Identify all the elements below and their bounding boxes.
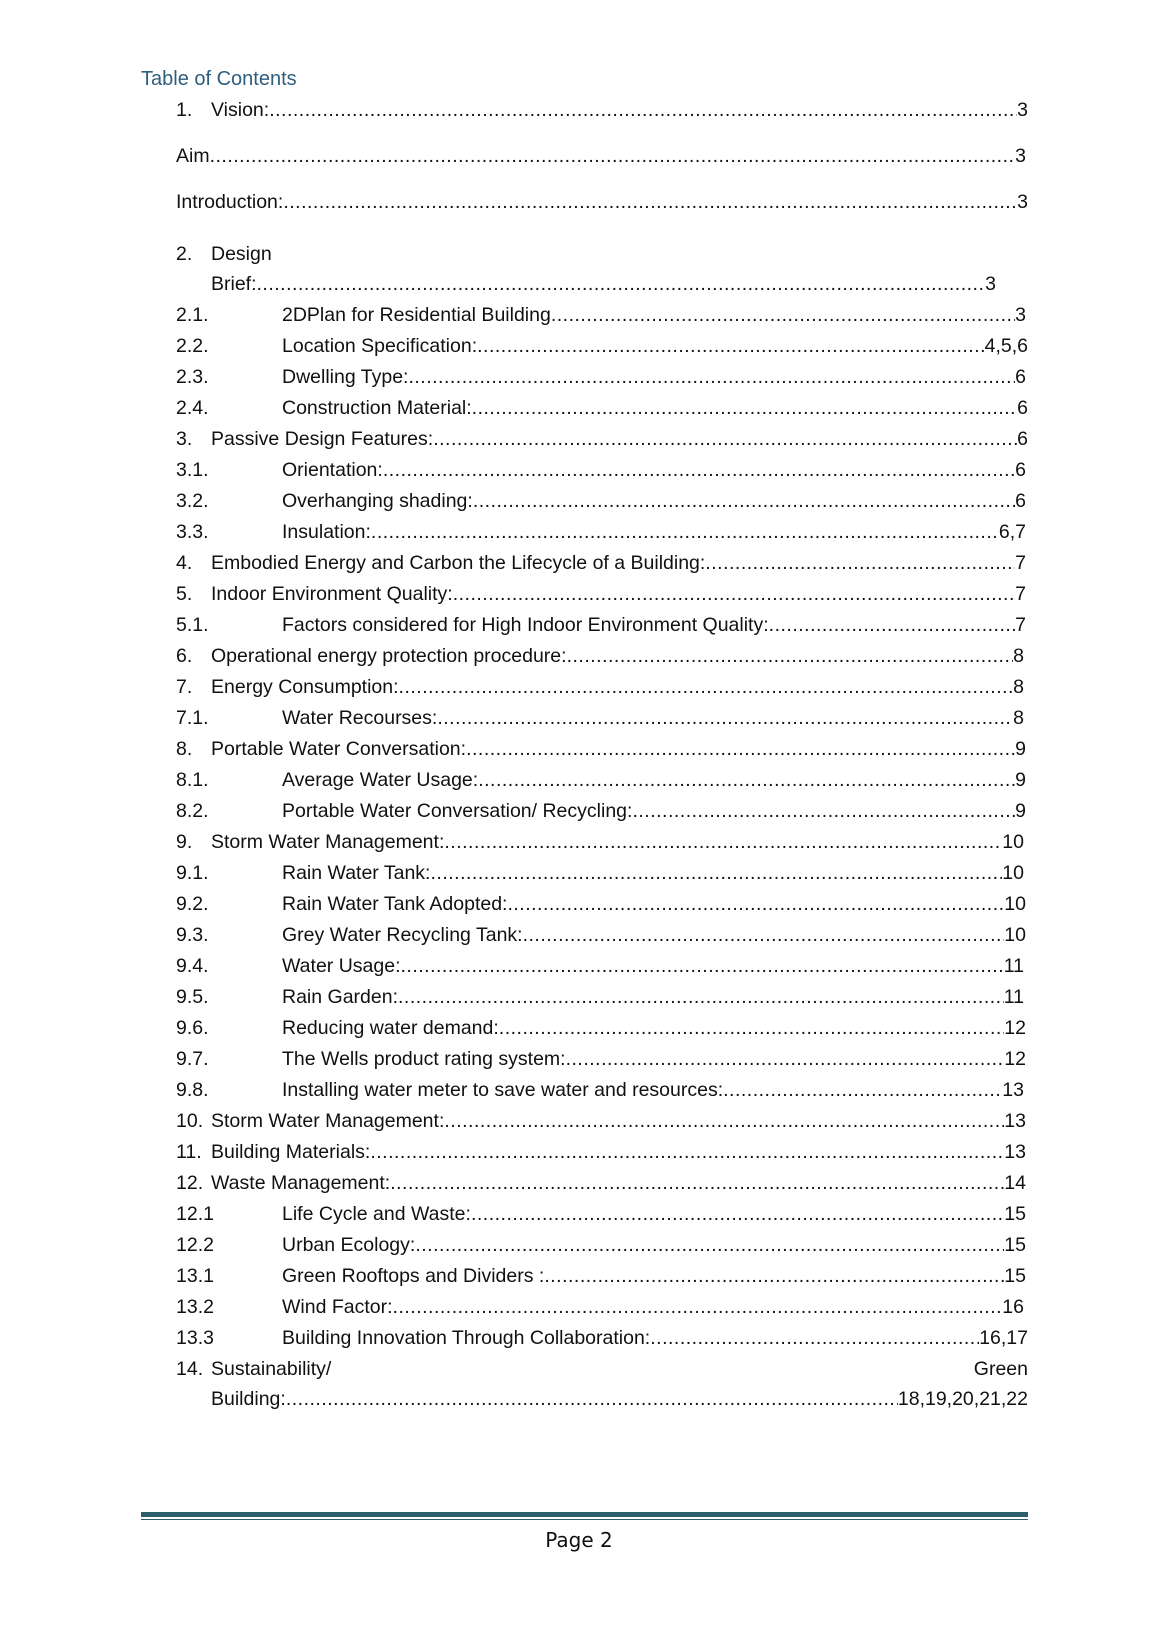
toc-entry[interactable] <box>176 188 1028 216</box>
toc-number: 12.2 <box>176 1234 214 1256</box>
toc-entry[interactable] <box>176 394 1028 422</box>
toc-leader <box>444 1107 1004 1135</box>
toc-page: 9 <box>1015 738 1026 760</box>
toc-leader <box>453 580 1015 608</box>
toc-number: 9.2. <box>176 893 209 915</box>
toc-entry[interactable] <box>176 1076 1024 1104</box>
toc-leader <box>408 363 1015 391</box>
toc-page: 6 <box>1017 397 1028 419</box>
toc-leader <box>650 1324 979 1352</box>
toc-number: 1. <box>176 99 193 121</box>
toc-number: 8. <box>176 738 193 760</box>
toc-number: 9.4. <box>176 955 209 977</box>
toc-line-2 <box>176 1384 1028 1414</box>
toc-title: Embodied Energy and Carbon the Lifecycle of a Building: <box>211 552 706 574</box>
toc-number: 13.1 <box>176 1265 214 1287</box>
toc-title: Building Innovation Through Collaboration: <box>282 1327 651 1349</box>
toc-leader <box>705 549 1015 577</box>
toc-entry[interactable] <box>176 1014 1026 1042</box>
toc-title: Sustainability/ <box>211 1358 332 1380</box>
toc-page: 13 <box>1004 1141 1026 1163</box>
toc-entry[interactable] <box>176 766 1026 794</box>
toc-page: 7 <box>1015 552 1026 574</box>
toc-number: 2.2. <box>176 335 209 357</box>
toc-page: 11 <box>1003 986 1024 1008</box>
toc-entry-wrapped[interactable] <box>176 239 1028 299</box>
toc-leader <box>430 859 1002 887</box>
toc-leader <box>769 611 1015 639</box>
toc-leader <box>507 890 1004 918</box>
toc-leader <box>210 142 1016 170</box>
toc-leader <box>566 1045 1005 1073</box>
toc-number: 13.2 <box>176 1296 214 1318</box>
toc-title: Installing water meter to save water and resources: <box>282 1079 724 1101</box>
toc-title: Average Water Usage: <box>282 769 479 791</box>
toc-title: Water Usage: <box>282 955 401 977</box>
toc-title: Rain Garden: <box>282 986 398 1008</box>
toc-number: 8.2. <box>176 800 209 822</box>
toc-title: Aim <box>176 145 210 167</box>
toc-page: 6,7 <box>998 521 1026 543</box>
footer-rule <box>141 1512 1028 1517</box>
toc-entry[interactable] <box>176 673 1024 701</box>
toc-title: Orientation: <box>282 459 383 481</box>
toc-page: 6 <box>1015 490 1026 512</box>
toc-title: Water Recourses: <box>282 707 438 729</box>
page-number: Page 2 <box>545 1528 613 1552</box>
toc-page: 7 <box>1015 583 1026 605</box>
toc-title: Waste Management: <box>211 1172 391 1194</box>
toc-title: Rain Water Tank Adopted: <box>282 893 508 915</box>
toc-title: Building Materials: <box>211 1141 371 1163</box>
toc-leader <box>551 301 1015 329</box>
toc-page: 3 <box>1015 304 1026 326</box>
toc-page: 10 <box>1004 893 1026 915</box>
toc-page: 6 <box>1015 459 1026 481</box>
toc-title: Grey Water Recycling Tank: <box>282 924 523 946</box>
toc-leader <box>269 96 1017 124</box>
toc-entry[interactable] <box>176 1200 1026 1228</box>
toc-page: 13 <box>1002 1079 1024 1101</box>
toc-page: 3 <box>985 273 996 295</box>
toc-entry[interactable] <box>176 487 1026 515</box>
toc-number: 4. <box>176 552 193 574</box>
toc-page: 9 <box>1015 769 1026 791</box>
toc-page: 8 <box>1013 707 1024 729</box>
toc-leader <box>286 1384 898 1414</box>
toc-number: 7. <box>176 676 193 698</box>
toc-leader <box>401 952 1004 980</box>
toc-page: 10 <box>1002 862 1024 884</box>
toc-title-cont: Building: <box>211 1388 286 1410</box>
toc-page: 3 <box>1017 191 1028 213</box>
toc-leader <box>523 921 1005 949</box>
toc-title: Operational energy protection procedure: <box>211 645 567 667</box>
toc-leader <box>383 456 1015 484</box>
toc-number: 2. <box>176 243 193 265</box>
toc-entry[interactable] <box>176 96 1028 124</box>
toc-title: Passive Design Features: <box>211 428 434 450</box>
toc-title: Energy Consumption: <box>211 676 399 698</box>
toc-entry[interactable] <box>176 142 1026 170</box>
toc-leader <box>390 1169 1004 1197</box>
toc-number: 12.1 <box>176 1203 214 1225</box>
toc-leader <box>632 797 1015 825</box>
toc-page: 15 <box>1004 1203 1026 1225</box>
toc-page: 6 <box>1015 366 1026 388</box>
toc-leader <box>478 766 1015 794</box>
toc-title: Insulation: <box>282 521 371 543</box>
toc-number: 5. <box>176 583 193 605</box>
toc-heading: Table of Contents <box>141 68 297 90</box>
toc-title: Wind Factor: <box>282 1296 393 1318</box>
toc-page: 10 <box>1002 831 1024 853</box>
toc-title: Reducing water demand: <box>282 1017 499 1039</box>
toc-number: 9.6. <box>176 1017 209 1039</box>
toc-title: Vision: <box>211 99 270 121</box>
toc-line-1 <box>176 1354 1028 1384</box>
toc-number: 12. <box>176 1172 204 1194</box>
toc-leader <box>567 642 1014 670</box>
toc-entry[interactable] <box>176 456 1026 484</box>
toc-entry[interactable] <box>176 828 1024 856</box>
toc-title: Portable Water Conversation/ Recycling: <box>282 800 633 822</box>
toc-page: 16 <box>1002 1296 1024 1318</box>
toc-entry[interactable] <box>176 1262 1026 1290</box>
toc-title: Location Specification: <box>282 335 478 357</box>
toc-page: 14 <box>1004 1172 1026 1194</box>
toc-number: 9.8. <box>176 1079 209 1101</box>
toc-number: 8.1. <box>176 769 209 791</box>
toc-entry[interactable] <box>176 983 1024 1011</box>
toc-number: 9.3. <box>176 924 209 946</box>
toc-entry[interactable] <box>176 1045 1026 1073</box>
toc-number: 2.3. <box>176 366 209 388</box>
toc-entry[interactable] <box>176 549 1026 577</box>
toc-leader <box>477 332 985 360</box>
toc-title: Rain Water Tank: <box>282 862 431 884</box>
toc-entry[interactable] <box>176 797 1026 825</box>
toc-entry[interactable] <box>176 332 1028 360</box>
toc-title: Indoor Environment Quality: <box>211 583 453 605</box>
toc-entry[interactable] <box>176 1138 1026 1166</box>
toc-leader <box>399 673 1014 701</box>
toc-title: Storm Water Management: <box>211 1110 445 1132</box>
toc-leader <box>433 425 1017 453</box>
toc-leader <box>437 704 1013 732</box>
toc-number: 5.1. <box>176 614 209 636</box>
toc-page: 8 <box>1013 676 1024 698</box>
toc-title: Design <box>211 243 272 265</box>
toc-entry[interactable] <box>176 611 1026 639</box>
toc-number: 3. <box>176 428 193 450</box>
toc-entry[interactable] <box>176 301 1026 329</box>
toc-number: 3.3. <box>176 521 209 543</box>
toc-entry[interactable] <box>176 952 1024 980</box>
toc-title: Construction Material: <box>282 397 472 419</box>
toc-entry-wrapped[interactable] <box>176 1354 1028 1414</box>
toc-page: 10 <box>1004 924 1026 946</box>
toc-page: 12 <box>1004 1017 1026 1039</box>
toc-page: 3 <box>1015 145 1026 167</box>
toc-entry[interactable] <box>176 1107 1026 1135</box>
toc-entry[interactable] <box>176 859 1024 887</box>
toc-number: 10. <box>176 1110 204 1132</box>
toc-page: 15 <box>1004 1265 1026 1287</box>
toc-title-cont: Brief: <box>211 273 257 295</box>
toc-page: 4,5,6 <box>984 335 1028 357</box>
toc-leader <box>544 1262 1004 1290</box>
toc-line-1 <box>176 239 1028 269</box>
toc-title: 2DPlan for Residential Building <box>282 304 551 326</box>
toc-page: 3 <box>1017 99 1028 121</box>
toc-title: Portable Water Conversation: <box>211 738 467 760</box>
toc-title: Overhanging shading: <box>282 490 473 512</box>
toc-number: 13.3 <box>176 1327 214 1349</box>
toc-number: 9.5. <box>176 986 209 1008</box>
toc-page: 6 <box>1017 428 1028 450</box>
toc-page: 12 <box>1004 1048 1026 1070</box>
toc-number: 9.7. <box>176 1048 209 1070</box>
toc-leader <box>370 1138 1004 1166</box>
toc-number: 2.1. <box>176 304 209 326</box>
toc-entry[interactable] <box>176 1324 1028 1352</box>
toc-leader <box>393 1293 1003 1321</box>
toc-entry[interactable] <box>176 363 1026 391</box>
toc-leader <box>723 1076 1002 1104</box>
toc-page: 15 <box>1004 1234 1026 1256</box>
toc-number: 7.1. <box>176 707 209 729</box>
toc-number: 3.1. <box>176 459 209 481</box>
toc-entry[interactable] <box>176 1231 1026 1259</box>
toc-title: Factors considered for High Indoor Environment Quality: <box>282 614 769 636</box>
toc-title-right: Green <box>973 1358 1028 1380</box>
toc-number: 2.4. <box>176 397 209 419</box>
toc-page: 11 <box>1003 955 1024 977</box>
toc-leader <box>283 188 1017 216</box>
toc-page: 18,19,20,21,22 <box>897 1388 1028 1410</box>
toc-entry[interactable] <box>176 704 1024 732</box>
toc-leader <box>444 828 1002 856</box>
toc-number: 3.2. <box>176 490 209 512</box>
toc-entry[interactable] <box>176 642 1024 670</box>
toc-page: 13 <box>1004 1110 1026 1132</box>
toc-page: 8 <box>1013 645 1024 667</box>
toc-entry[interactable] <box>176 921 1026 949</box>
toc-title: Urban Ecology: <box>282 1234 416 1256</box>
toc-entry[interactable] <box>176 580 1026 608</box>
toc-leader <box>257 269 986 299</box>
toc-number: 9. <box>176 831 193 853</box>
toc-leader <box>499 1014 1005 1042</box>
toc-number: 6. <box>176 645 193 667</box>
toc-title: The Wells product rating system: <box>282 1048 566 1070</box>
toc-entry[interactable] <box>176 890 1026 918</box>
footer-rule-thin <box>141 1519 1028 1520</box>
toc-leader <box>398 983 1004 1011</box>
toc-title: Introduction: <box>176 191 284 213</box>
toc-leader <box>471 1200 1004 1228</box>
toc-number: 9.1. <box>176 862 209 884</box>
toc-title: Storm Water Management: <box>211 831 445 853</box>
toc-leader <box>415 1231 1004 1259</box>
toc-entry[interactable] <box>176 518 1026 546</box>
toc-page: 7 <box>1015 614 1026 636</box>
toc-number: 14. <box>176 1358 204 1380</box>
toc-title: Life Cycle and Waste: <box>282 1203 471 1225</box>
toc-entry[interactable] <box>176 425 1028 453</box>
toc-leader <box>466 735 1015 763</box>
toc-line-2 <box>176 269 996 299</box>
toc-leader <box>371 518 999 546</box>
toc-title: Green Rooftops and Dividers : <box>282 1265 545 1287</box>
toc-leader <box>473 487 1015 515</box>
toc-page: 16,17 <box>979 1327 1028 1349</box>
toc-entry[interactable] <box>176 1169 1026 1197</box>
toc-title: Dwelling Type: <box>282 366 409 388</box>
toc-entry[interactable] <box>176 1293 1024 1321</box>
toc-entry[interactable] <box>176 735 1026 763</box>
toc-page: 9 <box>1015 800 1026 822</box>
toc-number: 11. <box>176 1141 202 1163</box>
toc-leader <box>472 394 1017 422</box>
